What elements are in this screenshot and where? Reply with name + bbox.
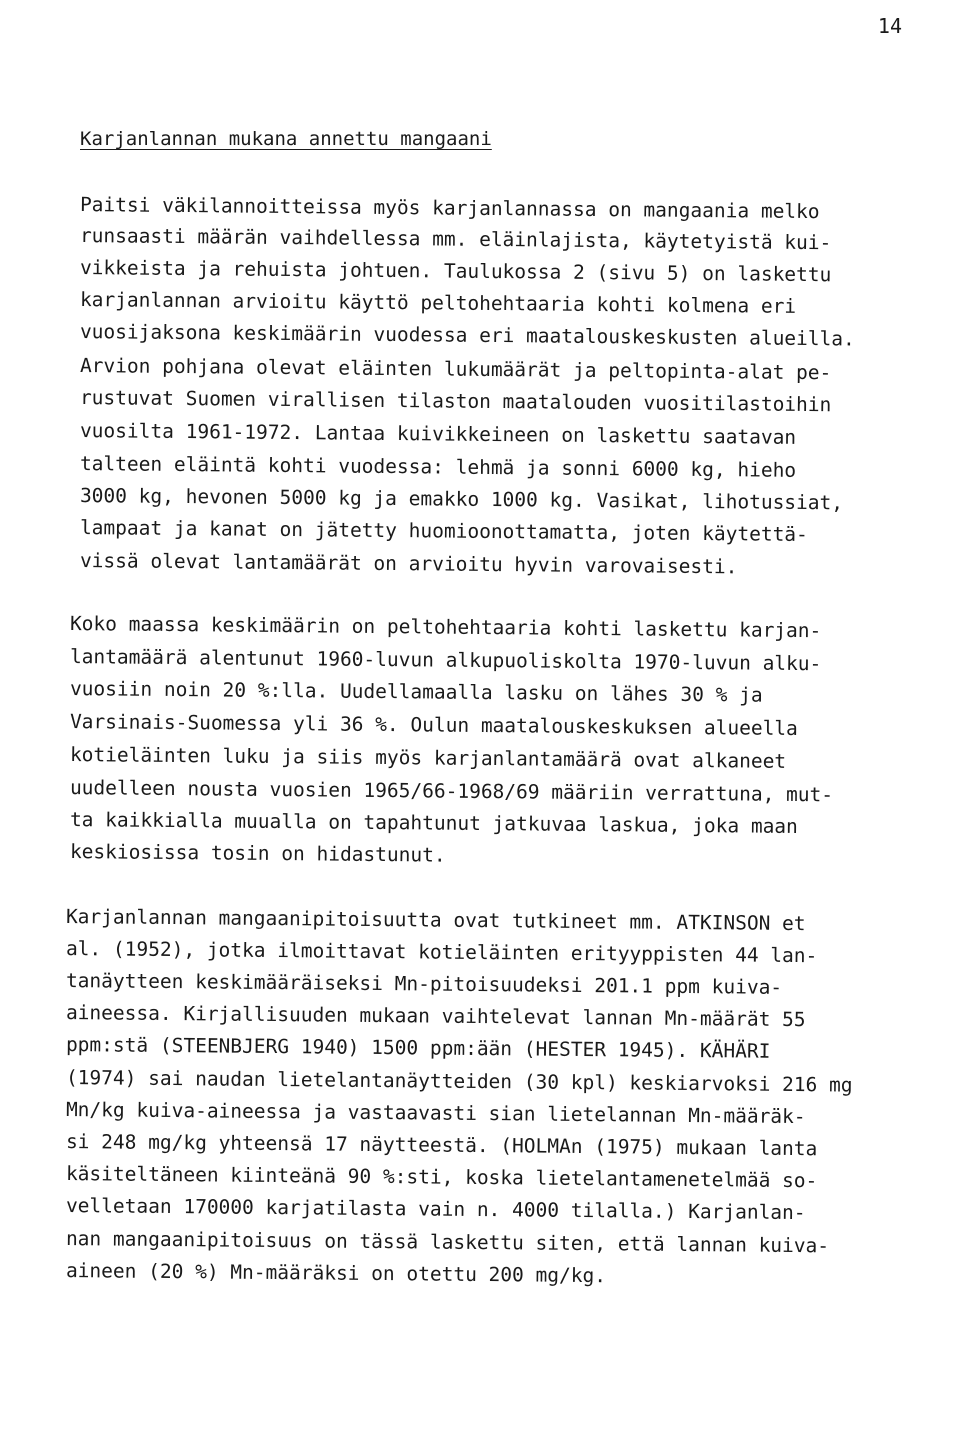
text-line: velletaan 170000 karjatilasta vain n. 4000 tilalla.) Karjanlan-: [65, 1194, 806, 1225]
text-line: (1974) sai naudan lietelantanäytteiden (30 kpl) keskiarvoksi 216 mg: [65, 1066, 853, 1097]
text-line: rustuvat Suomen virallisen tilaston maatalouden vuositilastoihin: [79, 386, 832, 417]
section-heading: Karjanlannan mukana annettu mangaani: [80, 128, 492, 150]
text-line: vuosijaksona keskimäärin vuodessa eri maatalouskeskusten alueilla.: [79, 320, 855, 351]
page-number: 14: [877, 14, 902, 38]
text-line: käsiteltäneen kiinteänä 90 %:sti, koska lietelantamenetelmää so-: [65, 1162, 818, 1193]
text-line: vikkeista ja rehuista johtuen. Taulukossa 2 (sivu 5) on laskettu: [79, 256, 832, 287]
text-line: runsaasti määrän vaihdellessa mm. eläinlajista, käytetyistä kui-: [79, 224, 832, 255]
text-line: lampaat ja kanat on jätetty huomioonottamatta, joten käytettä-: [79, 516, 808, 546]
text-line: vuosilta 1961-1972. Lantaa kuivikkeineen on laskettu saatavan: [79, 419, 797, 449]
text-line: lantamäärä alentunut 1960-luvun alkupuoliskolta 1970-luvun alku-: [69, 645, 822, 676]
text-line: Arvion pohjana olevat eläinten lukumäärät ja peltopinta-alat pe-: [79, 354, 832, 385]
text-line: nan mangaanipitoisuus on tässä laskettu siten, että lannan kuiva-: [65, 1227, 830, 1258]
text-line: Karjanlannan mangaanipitoisuutta ovat tutkineet mm. ATKINSON et: [65, 905, 806, 936]
text-line: keskiosissa tosin on hidastunut.: [69, 840, 446, 867]
text-line: talteen eläintä kohti vuodessa: lehmä ja sonni 6000 kg, hieho: [79, 452, 797, 482]
text-line: Mn/kg kuiva-aineessa ja vastaavasti sian lietelannan Mn-määräk-: [65, 1098, 806, 1129]
text-line: ta kaikkialla muualla on tapahtunut jatkuvaa laskua, joka maan: [69, 808, 798, 838]
text-line: si 248 mg/kg yhteensä 17 näytteestä. (HOLMAn (1975) mukaan lanta: [65, 1130, 818, 1161]
text-line: tanäytteen keskimääräiseksi Mn-pitoisuudeksi 201.1 ppm kuiva-: [65, 969, 783, 999]
text-line: aineen (20 %) Mn-määräksi on otettu 200 mg/kg.: [65, 1259, 607, 1288]
text-line: Paitsi väkilannoitteissa myös karjanlannassa on mangaania melko: [79, 193, 820, 224]
text-line: karjanlannan arvioitu käyttö peltohehtaaria kohti kolmena eri: [79, 288, 797, 318]
text-line: 3000 kg, hevonen 5000 kg ja emakko 1000 kg. Vasikat, lihotussiat,: [79, 484, 844, 515]
text-line: aineessa. Kirjallisuuden mukaan vaihtelevat lannan Mn-määrät 55: [65, 1001, 806, 1032]
text-line: Varsinais-Suomessa yli 36 %. Oulun maatalouskeskuksen alueella: [69, 710, 798, 740]
text-line: al. (1952), jotka ilmoittavat kotieläinten erityyppisten 44 lan-: [65, 937, 818, 968]
text-line: vissä olevat lantamäärät on arvioitu hyvin varovaisesti.: [79, 549, 738, 579]
text-line: Koko maassa keskimäärin on peltohehtaaria kohti laskettu karjan-: [69, 612, 822, 643]
text-line: uudelleen nousta vuosien 1965/66-1968/69 määriin verrattuna, mut-: [69, 776, 834, 807]
text-line: ppm:stä (STEENBJERG 1940) 1500 ppm:ään (HESTER 1945). KÄHÄRI: [65, 1033, 771, 1063]
text-line: kotieläinten luku ja siis myös karjanlantamäärä ovat alkaneet: [69, 743, 787, 773]
text-line: vuosiin noin 20 %:lla. Uudellamaalla lasku on lähes 30 % ja: [69, 677, 763, 707]
